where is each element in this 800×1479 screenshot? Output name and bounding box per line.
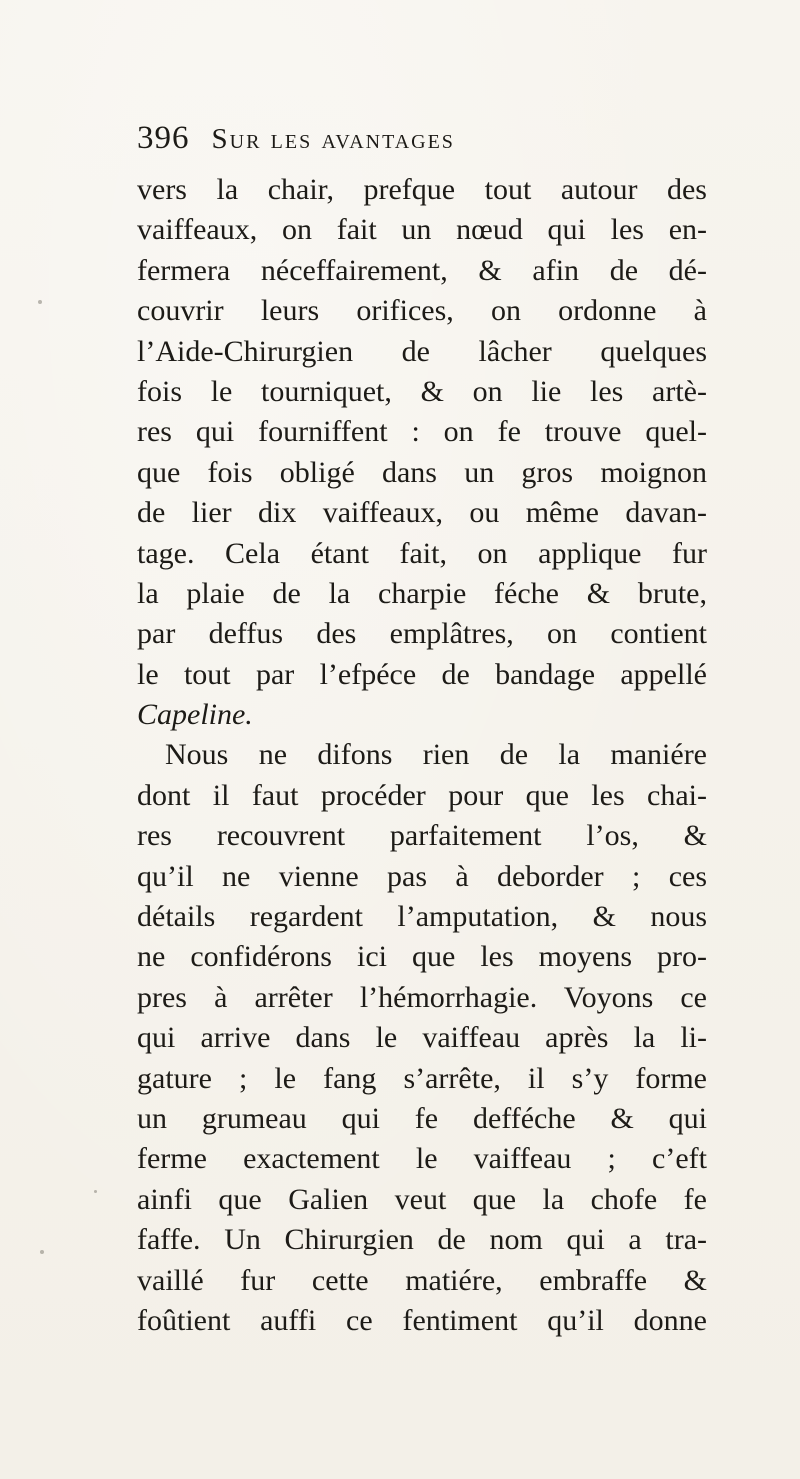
- text-line: faffe. Un Chirurgien de nom qui a tra-: [137, 1223, 707, 1257]
- text-line: foûtient auffi ce fentiment qu’il donne: [137, 1303, 707, 1337]
- text-line: couvrir leurs orifices, on ordonne à: [137, 294, 707, 328]
- text-line: la plaie de la charpie féche & brute,: [137, 576, 707, 610]
- running-head: Sur les avantages: [211, 123, 455, 155]
- page-header: [137, 120, 657, 164]
- text-line: qui arrive dans le vaiffeau après la li-: [137, 1021, 707, 1055]
- text-line: vers la chair, prefque tout autour des: [137, 173, 707, 206]
- text-line: détails regardent l’amputation, & nous: [137, 900, 707, 934]
- text-line: vaiffeaux, on fait un nœud qui les en-: [137, 213, 707, 247]
- page-number: 396: [137, 120, 190, 156]
- text-line: le tout par l’efpéce de bandage appellé: [137, 657, 707, 691]
- text-line: res recouvrent parfaitement l’os, &: [137, 819, 707, 853]
- paragraph-start-line: Nous ne difons rien de la maniére: [165, 738, 707, 772]
- text-line: pres à arrêter l’hémorrhagie. Voyons ce: [137, 980, 707, 1014]
- paper-speck: [94, 1190, 97, 1193]
- text-line: par deffus des emplâtres, on contient: [137, 617, 707, 651]
- text-line: gature ; le fang s’arrête, il s’y forme: [137, 1061, 707, 1095]
- text-line: l’Aide-Chirurgien de lâcher quelques: [137, 334, 707, 368]
- text-line-italic: Capeline.: [137, 698, 253, 732]
- text-line: un grumeau qui fe defféche & qui: [137, 1101, 707, 1135]
- text-line: vaillé fur cette matiére, embraffe &: [137, 1263, 707, 1297]
- text-line: tage. Cela étant fait, on applique fur: [137, 536, 707, 570]
- body-text: [137, 170, 707, 1341]
- text-line: dont il faut procéder pour que les chai-: [137, 778, 707, 812]
- text-line: que fois obligé dans un gros moignon: [137, 455, 707, 489]
- text-line: fois le tourniquet, & on lie les artè-: [137, 374, 707, 408]
- text-line: de lier dix vaiffeaux, ou même davan-: [137, 496, 707, 530]
- text-line: qu’il ne vienne pas à deborder ; ces: [137, 859, 707, 893]
- text-line: res qui fourniffent : on fe trouve quel-: [137, 415, 707, 449]
- text-line: fermera néceffairement, & afin de dé-: [137, 253, 707, 287]
- paper-speck: [40, 1250, 44, 1254]
- paper-speck: [38, 300, 42, 304]
- text-line: ainfi que Galien veut que la chofe fe: [137, 1182, 707, 1216]
- text-line: ferme exactement le vaiffeau ; c’eft: [137, 1142, 707, 1176]
- text-line: ne confidérons ici que les moyens pro-: [137, 940, 707, 974]
